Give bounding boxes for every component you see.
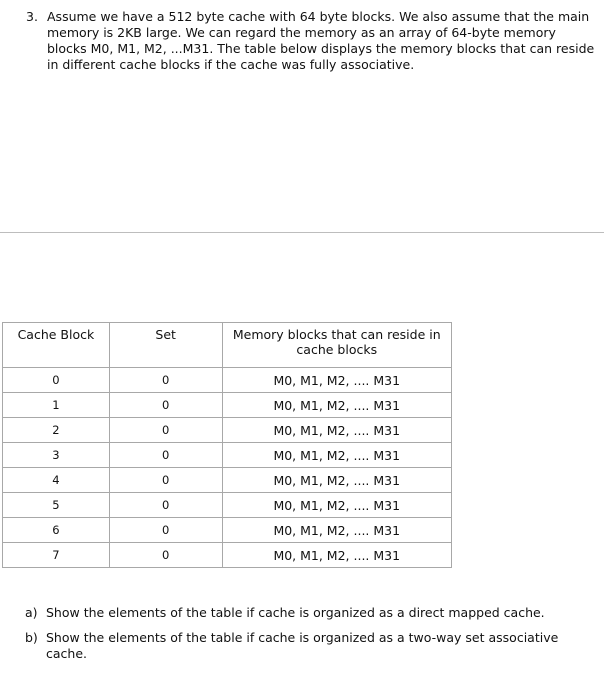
memory-blocks-cell: M0, M1, M2, .... M31 (222, 468, 451, 493)
set-cell: 0 (109, 368, 222, 393)
table-row (3, 518, 452, 543)
set-cell: 0 (109, 543, 222, 568)
sub-questions (25, 605, 595, 671)
cache-block-cell: 6 (3, 518, 110, 543)
sub-question-a (25, 605, 595, 621)
header-set: Set (109, 323, 222, 368)
memory-blocks-cell: M0, M1, M2, .... M31 (222, 418, 451, 443)
cache-block-cell: 2 (3, 418, 110, 443)
memory-blocks-cell: M0, M1, M2, .... M31 (222, 368, 451, 393)
question-text: Assume we have a 512 byte cache with 64 byte blocks. We also assume that the main memory is 2KB large. We can regard the memory as an array of 64-byte memory blocks M0, M1, M2, ...M31. The table below displays the memory blocks that can reside in different cache blocks if the cache was fully associative. (47, 9, 595, 72)
set-cell: 0 (109, 418, 222, 443)
question-number: 3. (26, 9, 38, 24)
memory-blocks-cell: M0, M1, M2, .... M31 (222, 543, 451, 568)
page-divider (0, 232, 604, 233)
table-row (3, 468, 452, 493)
cache-block-cell: 7 (3, 543, 110, 568)
memory-blocks-cell: M0, M1, M2, .... M31 (222, 443, 451, 468)
set-cell: 0 (109, 443, 222, 468)
table-row (3, 493, 452, 518)
set-cell: 0 (109, 393, 222, 418)
header-memory-blocks: Memory blocks that can reside in cache blocks (222, 323, 451, 368)
cache-block-cell: 1 (3, 393, 110, 418)
header-cache-block: Cache Block (3, 323, 110, 368)
cache-block-cell: 3 (3, 443, 110, 468)
question-3 (26, 9, 596, 73)
cache-block-cell: 0 (3, 368, 110, 393)
cache-block-cell: 5 (3, 493, 110, 518)
memory-blocks-cell: M0, M1, M2, .... M31 (222, 393, 451, 418)
memory-blocks-cell: M0, M1, M2, .... M31 (222, 493, 451, 518)
set-cell: 0 (109, 468, 222, 493)
table-row (3, 393, 452, 418)
set-cell: 0 (109, 518, 222, 543)
table-row (3, 418, 452, 443)
set-cell: 0 (109, 493, 222, 518)
sub-question-text: Show the elements of the table if cache is organized as a two-way set associative cache. (46, 630, 559, 661)
table-row (3, 543, 452, 568)
memory-blocks-cell: M0, M1, M2, .... M31 (222, 518, 451, 543)
sub-question-b (25, 630, 595, 662)
sub-question-text: Show the elements of the table if cache is organized as a direct mapped cache. (46, 605, 545, 620)
cache-block-cell: 4 (3, 468, 110, 493)
sub-question-label: a) (25, 605, 38, 620)
table-row (3, 368, 452, 393)
cache-table (2, 322, 452, 568)
table-row (3, 443, 452, 468)
sub-question-label: b) (25, 630, 38, 645)
table-header-row (3, 323, 452, 368)
